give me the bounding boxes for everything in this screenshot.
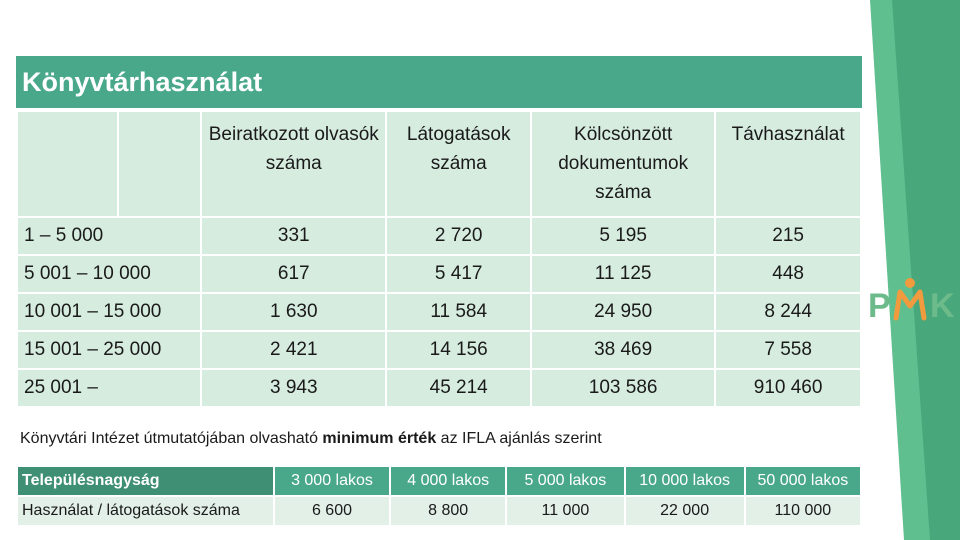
table-cell: 14 156	[387, 332, 530, 368]
table-cell: 38 469	[532, 332, 714, 368]
table-row	[18, 332, 860, 368]
ifla-column-header: 3 000 lakos	[275, 467, 389, 495]
note-text: Könyvtári Intézet útmutatójában olvasható	[20, 430, 323, 447]
table-cell: 910 460	[716, 370, 860, 406]
ifla-value-row	[18, 497, 860, 525]
table-cell: 1 630	[202, 294, 385, 330]
column-header: Távhasználat	[716, 112, 860, 216]
ifla-header-label: Településnagyság	[18, 467, 273, 495]
row-label: 25 001 –	[18, 370, 200, 406]
ifla-column-header: 10 000 lakos	[626, 467, 744, 495]
column-header: Beiratkozott olvasók száma	[202, 112, 385, 216]
table-cell: 3 943	[202, 370, 385, 406]
column-header: Kölcsönzött dokumentumok száma	[532, 112, 714, 216]
table-cell: 2 421	[202, 332, 385, 368]
ifla-column-header: 4 000 lakos	[391, 467, 505, 495]
table-cell: 5 417	[387, 256, 530, 292]
ifla-recommendation-table	[16, 465, 862, 527]
note-text: az IFLA ajánlás szerint	[436, 430, 602, 447]
table-cell: 103 586	[532, 370, 714, 406]
row-label: 1 – 5 000	[18, 218, 200, 254]
ifla-column-header: 50 000 lakos	[746, 467, 860, 495]
table-cell: 11 125	[532, 256, 714, 292]
logo-letter-k: K	[930, 287, 955, 324]
row-label: 5 001 – 10 000	[18, 256, 200, 292]
person-m-icon	[896, 278, 924, 318]
table-cell: 215	[716, 218, 860, 254]
table-row	[18, 218, 860, 254]
ifla-cell: 8 800	[391, 497, 505, 525]
table-cell: 8 244	[716, 294, 860, 330]
note-emphasis: minimum érték	[322, 430, 437, 447]
table-cell: 45 214	[387, 370, 530, 406]
pmk-logo	[866, 274, 960, 324]
ifla-column-header: 5 000 lakos	[507, 467, 623, 495]
row-label: 10 001 – 15 000	[18, 294, 200, 330]
ifla-cell: 22 000	[626, 497, 744, 525]
table-cell: 331	[202, 218, 385, 254]
table-cell: 5 195	[532, 218, 714, 254]
header-blank-cell	[18, 112, 117, 216]
table-cell: 2 720	[387, 218, 530, 254]
ifla-header-row	[18, 467, 860, 495]
slide-title: Könyvtárhasználat	[16, 56, 862, 108]
row-label: 15 001 – 25 000	[18, 332, 200, 368]
table-cell: 24 950	[532, 294, 714, 330]
table-cell: 448	[716, 256, 860, 292]
ifla-note	[20, 430, 602, 448]
library-usage-table	[16, 110, 862, 408]
table-row	[18, 294, 860, 330]
table-row	[18, 370, 860, 406]
column-header: Látogatások száma	[387, 112, 530, 216]
ifla-row-label: Használat / látogatások száma	[18, 497, 273, 525]
table-cell: 11 584	[387, 294, 530, 330]
ifla-cell: 6 600	[275, 497, 389, 525]
logo-letter-p: P	[868, 287, 891, 324]
table-header-row	[18, 112, 860, 216]
ifla-cell: 110 000	[746, 497, 860, 525]
table-cell: 617	[202, 256, 385, 292]
ifla-cell: 11 000	[507, 497, 623, 525]
header-blank-cell	[119, 112, 200, 216]
table-row	[18, 256, 860, 292]
table-cell: 7 558	[716, 332, 860, 368]
